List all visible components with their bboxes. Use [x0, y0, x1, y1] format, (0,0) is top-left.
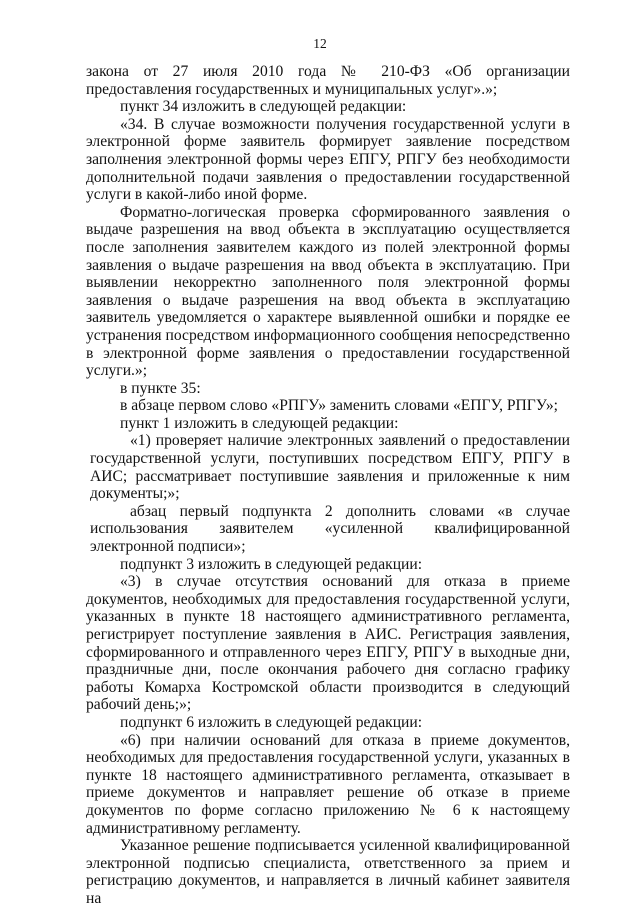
- paragraph-12: подпункт 6 изложить в следующей редакции:: [120, 713, 423, 731]
- paragraph-6: в абзаце первом слово «РПГУ» заменить словами «ЕПГУ, РПГУ»;: [120, 397, 559, 415]
- page-number: 12: [313, 36, 327, 51]
- paragraph-7: пункт 1 изложить в следующей редакции:: [120, 414, 399, 432]
- paragraph-2: пункт 34 изложить в следующей редакции:: [120, 98, 407, 116]
- paragraph-10: подпункт 3 изложить в следующей редакции:: [120, 555, 423, 573]
- paragraph-1: закона от 27 июля 2010 года № 210-ФЗ «Об организации предоставления государственных и муниципальных услуг».»;: [86, 63, 570, 98]
- paragraph-3: «34. В случае возможности получения государственной услуги в электронной форме заявитель формирует заявление посредством заполнения электронной формы через ЕПГУ, РПГУ без необходимости дополнительной подачи заявления о предоставлении государственной услуги в какой-либо иной форме.: [86, 115, 570, 204]
- paragraph-11: «3) в случае отсутствия оснований для отказа в приеме документов, необходимых для предоставления государственной услуги, указанных в пункте 18 настоящего административного регламента, регистрирует поступление заявления в АИС. Регистрация заявления, сформированного и отправленного через ЕПГУ, РПГУ в выходные дни, праздничные дни, после окончания рабочего дня согласно графику работы Комарха Костромской области производится в следующий рабочий день;»;: [86, 573, 570, 714]
- paragraph-9: абзац первый подпункта 2 дополнить словами «в случае использования заявителем «усиленной квалифицированной электронной подписи»;: [90, 502, 570, 556]
- paragraph-13: «6) при наличии оснований для отказа в приеме документов, необходимых для предоставления государственной услуги, указанных в пункте 18 настоящего административного регламента, отказывает в приеме документов и направляет решение об отказе в приеме документов по форме согласно приложению № 6 к настоящему административному регламенту.: [86, 731, 570, 837]
- paragraph-14: Указанное решение подписывается усиленной квалифицированной электронной подписью специалиста, ответственного за прием и регистрацию документов, и направляется в личный кабинет заявителя на: [86, 837, 570, 907]
- document-body: [86, 63, 570, 908]
- paragraph-8: «1) проверяет наличие электронных заявлений о предоставлении государственной услуги, поступивших посредством ЕПГУ, РПГУ в АИС; рассматривает поступившие заявления и приложенные к ним документы;»;: [90, 432, 570, 503]
- paragraph-5: в пункте 35:: [120, 379, 201, 397]
- paragraph-4: Форматно-логическая проверка сформированного заявления о выдаче разрешения на ввод объекта в эксплуатацию осуществляется после заполнения заявителем каждого из полей электронной формы заявления о выдаче разрешения на ввод объекта в эксплуатацию. При выявлении некорректно заполненного поля электронной формы заявления о выдаче разрешения на ввод объекта в эксплуатацию заявитель уведомляется о характере выявленной ошибки и порядке ее устранения посредством информационного сообщения непосредственно в электронной форме заявления о предоставлении государственной услуги.»;: [86, 203, 570, 380]
